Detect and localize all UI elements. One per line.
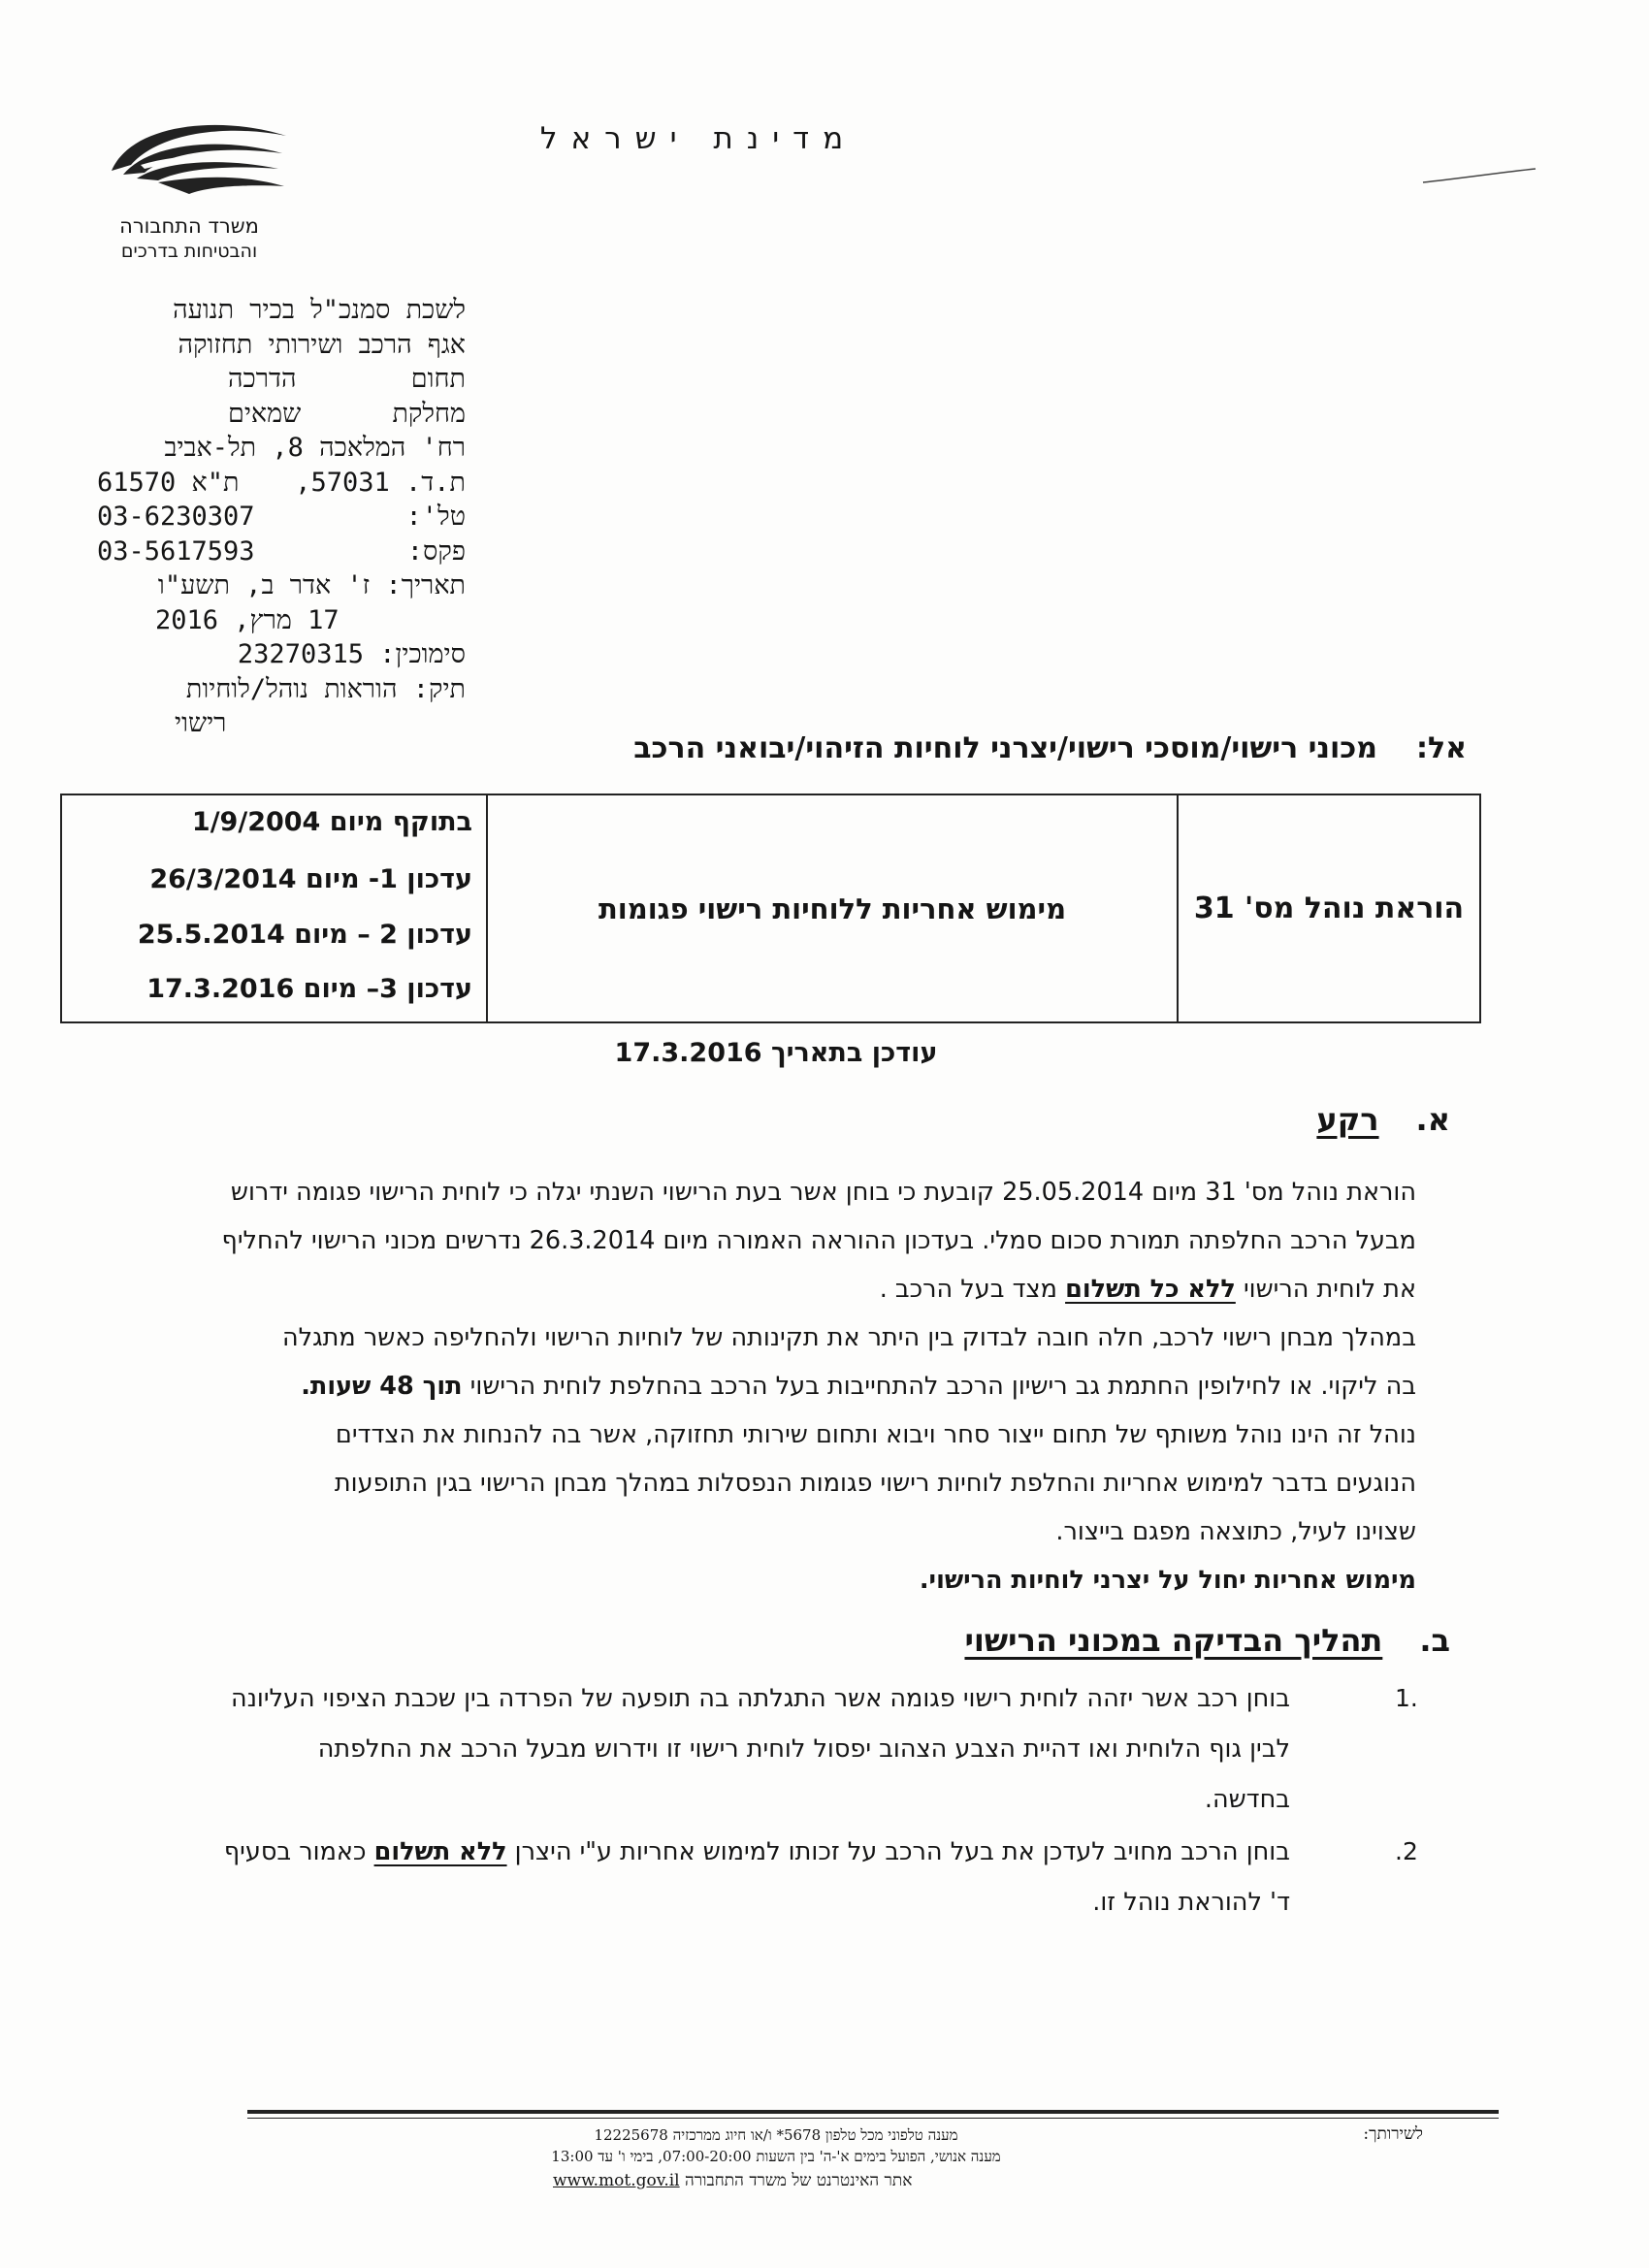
p2-line2-pre: בה ליקוי. או לחילופין החתמת גב רישיון הרכב להתחייבות בעל הרכב בהחלפת לוחית הרישוי — [469, 1372, 1416, 1401]
p2-line2-deadline: תוך 48 שעות. — [301, 1372, 463, 1401]
directive-number: הוראת נוהל מס' 31 — [1193, 891, 1465, 925]
item-1-number: 1. — [1395, 1684, 1418, 1712]
item-1-line2: לבין גוף הלוחית ואו דהיית הצבע הצהוב יפסול לוחית רישוי זו וידרוש מבעל הרכב את החלפתה — [317, 1734, 1290, 1764]
section-a-heading — [1316, 1101, 1450, 1138]
recipients-line — [633, 731, 1467, 765]
section-a-p1-line3 — [880, 1275, 1416, 1304]
to-label: אל: — [1416, 731, 1467, 765]
recipients-text: מכוני רישוי/מוסכי רישוי/יצרני לוחיות הזיהוי/יבואני הרכב — [633, 731, 1377, 765]
sender-field-value: הדרכה — [228, 364, 297, 394]
footer-hours-line: מענה אנושי, הפועל בימים א'-ה' בין השעות 07:00-20:00, בימי ו' עד 13:00 — [551, 2148, 1001, 2165]
reference-label: סימוכין: — [379, 639, 466, 669]
state-title: מדינת ישראל — [539, 121, 857, 156]
ministry-name-line2: והבטיחות בדרכים — [120, 241, 258, 262]
file-label: תיק: הוראות נוהל/לוחיות — [185, 673, 466, 704]
p1-line3-pre: את לוחית הרישוי — [1243, 1275, 1416, 1304]
section-a-title: רקע — [1316, 1101, 1379, 1138]
sender-division: אגף הרכב ושירותי תחזוקה — [178, 329, 466, 360]
website-link[interactable]: www.mot.gov.il — [553, 2171, 680, 2190]
section-a-p2-line1: במהלך מבחן רישוי לרכב, חלה חובה לבדוק בין היתר את תקינותה של לוחיות הרישוי ולהחליפה כאשר מתגלה — [282, 1323, 1416, 1352]
item-2-line1-post: כאמור בסעיף — [223, 1837, 367, 1866]
item-2-line1 — [224, 1837, 1290, 1866]
ministry-name — [82, 213, 296, 264]
p1-line3-post: מצד בעל הרכב . — [879, 1275, 1057, 1304]
gregorian-date: 17 מרץ, 2016 — [155, 604, 340, 635]
phone-label: טל': — [405, 502, 466, 532]
directive-dates-cell — [60, 794, 487, 1023]
section-a-p4: מימוש אחריות יחול על יצרני לוחיות הרישוי. — [919, 1566, 1416, 1595]
section-a-p3-line1: נוהל זה הינו נוהל משותף של תחום ייצור סחר ויבוא ותחום שירותי תחזוקה, אשר בה להנחות את הצדדים — [335, 1420, 1416, 1449]
sender-field-label: תחום — [410, 364, 466, 394]
update-2-date: עדכון 2 – מיום 25.5.2014 — [137, 920, 472, 950]
sender-block — [97, 293, 466, 741]
hebrew-date: תאריך: ז' אדר ב, תשע"ו — [157, 570, 466, 600]
sender-dept-value: שמאים — [228, 398, 302, 429]
section-a-letter: א. — [1415, 1101, 1450, 1138]
footer-service-label: לשירותך: — [1363, 2124, 1423, 2144]
sender-pobox: ת.ד. 57031, — [295, 467, 466, 498]
ministry-logo-icon — [102, 114, 296, 211]
section-a-p3-line3: שצוינו לעיל, כתוצאה מפגם בייצור. — [1055, 1517, 1416, 1546]
item-1-line3: בחדשה. — [1204, 1785, 1290, 1814]
pen-mark-decoration — [1421, 167, 1537, 186]
footer-rule-thin — [247, 2118, 1499, 2119]
website-caption: אתר האינטרנט של משרד התחבורה — [685, 2171, 913, 2190]
phone-number: 03-6230307 — [97, 502, 255, 532]
no-payment-emphasis: ללא כל תשלום — [1065, 1275, 1236, 1304]
update-1-date: עדכון 1- מיום 26/3/2014 — [149, 864, 472, 894]
footer-phone-line: מענה טלפוני מכל טלפון 5678* ו/או חיוג ממרכזיה 12225678 — [594, 2126, 958, 2144]
directive-subject-cell — [487, 794, 1178, 1023]
item-2-no-payment-emphasis: ללא תשלום — [373, 1837, 507, 1866]
fax-label: פקס: — [406, 535, 466, 567]
valid-from-date: בתוקף מיום 1/9/2004 — [191, 807, 472, 837]
file-label-continued: רישוי — [175, 708, 227, 738]
sender-office: לשכת סמנכ"ל בכיר תנועה — [173, 295, 466, 325]
section-a-p1-line1: הוראת נוהל מס' 31 מיום 25.05.2014 קובעת כי בוחן אשר בעת הרישוי השנתי יגלה כי לוחית הרישוי פגומה ידרוש — [230, 1178, 1416, 1207]
directive-subject: מימוש אחריות ללוחיות רישוי פגומות — [598, 891, 1067, 925]
fax-number: 03-5617593 — [97, 535, 255, 567]
directive-number-cell — [1178, 794, 1481, 1023]
section-a-p2-line2 — [301, 1372, 1416, 1401]
section-a-p3-line2: הנוגעים בדבר למימוש אחריות והחלפת לוחיות רישוי פגומות הנפסלות במהלך מבחן הרישוי בגין התופעות — [334, 1469, 1416, 1498]
reference-number: 23270315 — [237, 639, 364, 669]
item-2-number: .2 — [1395, 1837, 1418, 1865]
directive-info-table — [60, 794, 1481, 1023]
item-2-line2: ד' להוראת נוהל זו. — [1092, 1888, 1290, 1917]
sender-dept-label: מחלקת — [392, 398, 466, 429]
sender-address: רח' המלאכה 8, תל-אביב — [164, 433, 466, 463]
section-b-title: תהליך הבדיקה במכוני הרישוי — [964, 1622, 1383, 1659]
section-b-heading — [964, 1622, 1450, 1659]
section-b-letter: ב. — [1419, 1622, 1450, 1659]
updated-on-date: עודכן בתאריך 17.3.2016 — [614, 1038, 938, 1068]
sender-zip: ת"א 61570 — [97, 467, 240, 498]
update-3-date: עדכון 3– מיום 17.3.2016 — [146, 974, 472, 1004]
section-a-p1-line2: מבעל הרכב החלפתה תמורת סכום סמלי. בעדכון ההוראה האמורה מיום 26.3.2014 נדרשים מכוני הרישוי להחליף — [221, 1226, 1416, 1255]
item-1-line1: בוחן רכב אשר יזהה לוחית רישוי פגומה אשר התגלתה בה תופעה של הפרדה בין שכבת הציפוי העליונה — [231, 1684, 1290, 1713]
item-2-line1-pre: בוחן הרכב מחויב לעדכן את בעל הרכב על זכותו למימוש אחריות ע"י היצרן — [514, 1837, 1290, 1866]
ministry-name-line1: משרד התחבורה — [119, 214, 259, 238]
footer-website-line — [553, 2171, 912, 2190]
footer-rule-thick — [247, 2110, 1499, 2114]
